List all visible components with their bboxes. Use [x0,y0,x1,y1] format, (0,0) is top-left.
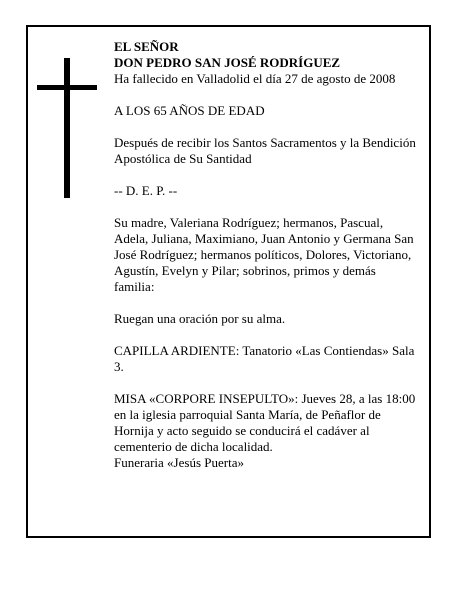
cross-horizontal-bar [37,85,97,90]
death-info: Ha fallecido en Valladolid el día 27 de agosto de 2008 [114,71,396,86]
mass-info: MISA «CORPORE INSEPULTO»: Jueves 28, a las 18:00 en la iglesia parroquial Santa María, de Peñaflor de Hornija y acto seguido se conducirá el cadáver al cementerio de dicha localidad. [114,391,416,454]
deceased-title: EL SEÑOR [114,39,179,54]
chapel-info: CAPILLA ARDIENTE: Tanatorio «Las Contiendas» Sala 3. [114,343,415,374]
family-list: Su madre, Valeriana Rodríguez; hermanos, Pascual, Adela, Juliana, Maximiano, Juan Antonio y Germana San José Rodríguez; hermanos políticos, Dolores, Victoriano, Agustín, Evelyn y Pilar; sobrinos, primos y demás familia: [114,215,414,294]
rip-line: -- D. E. P. -- [114,183,178,198]
cross-vertical-bar [64,58,70,198]
age-line: A LOS 65 AÑOS DE EDAD [114,103,265,118]
obituary-text [114,39,419,471]
deceased-name: DON PEDRO SAN JOSÉ RODRÍGUEZ [114,55,341,70]
funeral-home: Funeraria «Jesús Puerta» [114,455,244,470]
sacraments-line: Después de recibir los Santos Sacramentos y la Bendición Apostólica de Su Santidad [114,135,416,166]
prayer-request: Ruegan una oración por su alma. [114,311,286,326]
cross-icon [37,58,97,198]
